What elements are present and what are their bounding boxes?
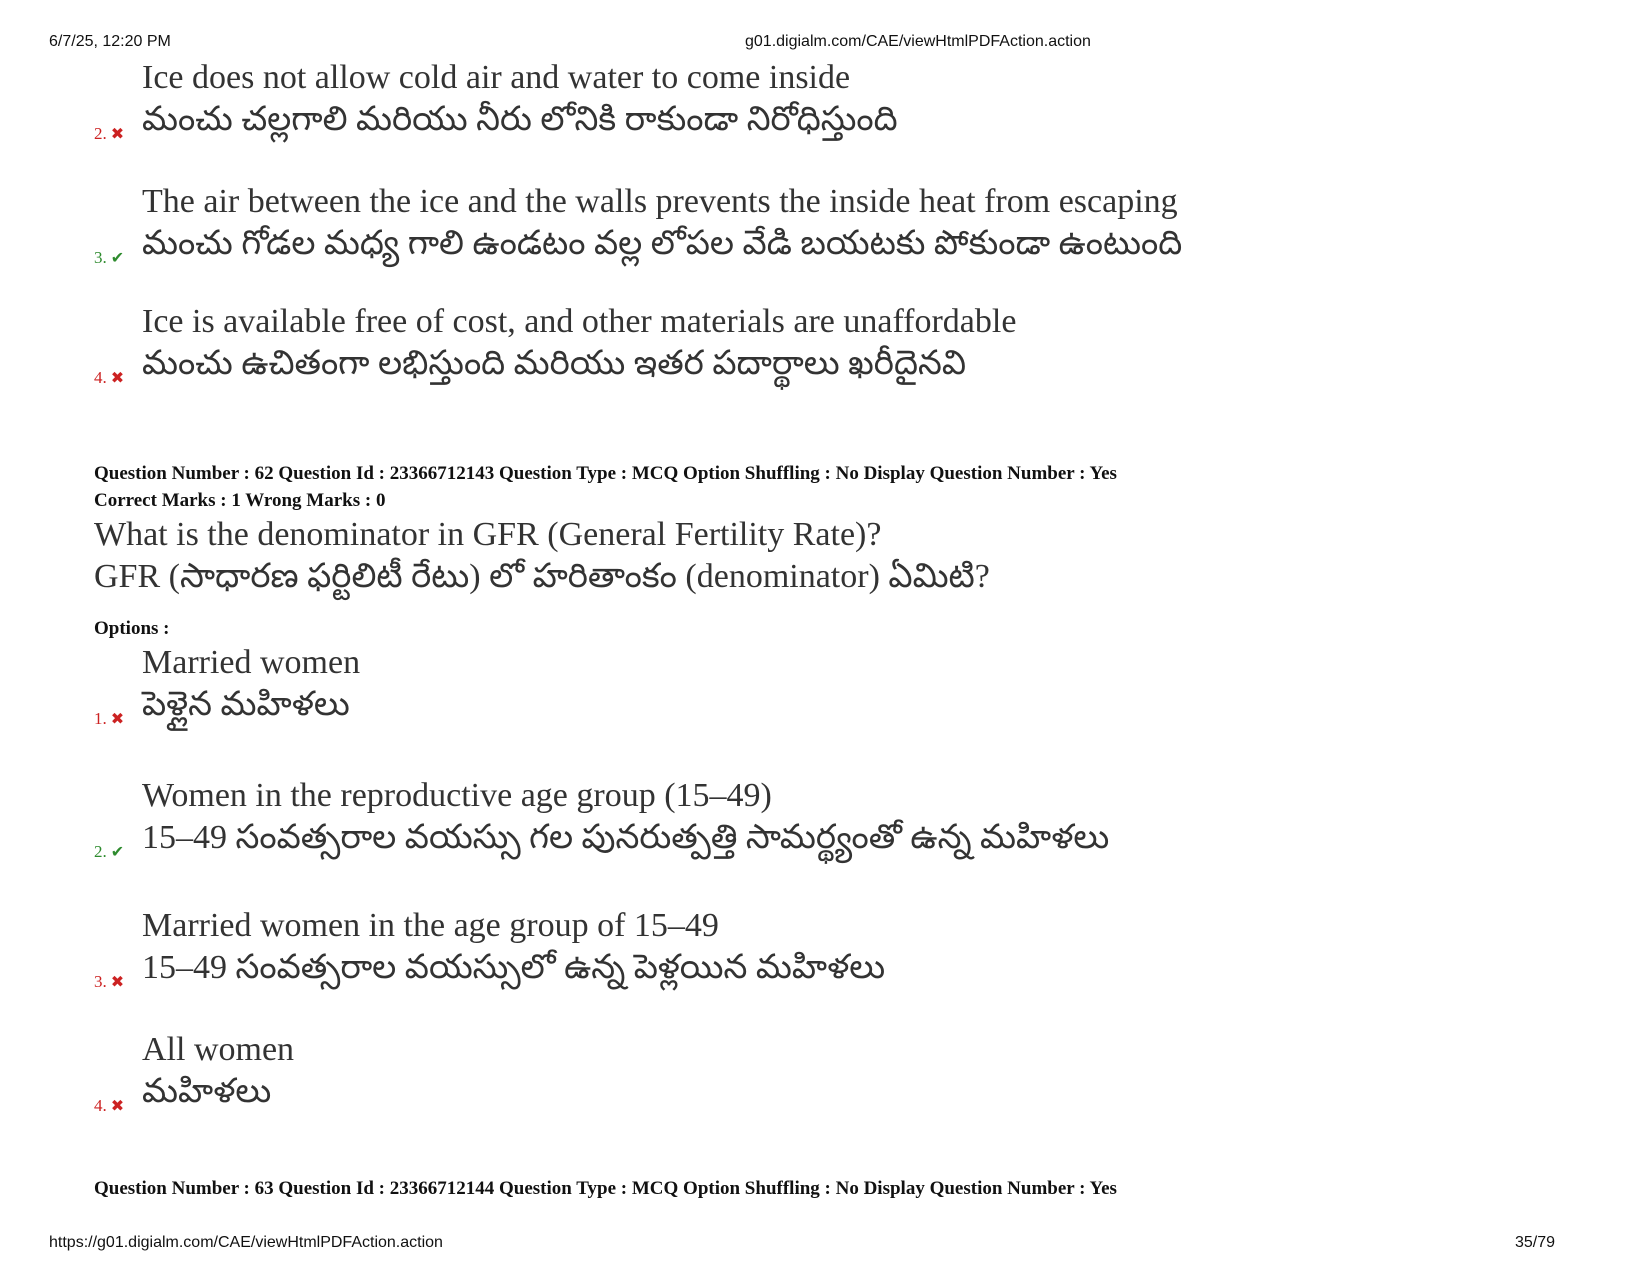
- question-meta: Question Number : 62 Question Id : 23366712143 Question Type : MCQ Option Shuffling : No Display Question Number : Yes: [94, 463, 1117, 484]
- option-block: [94, 58, 1294, 168]
- print-datetime: 6/7/25, 12:20 PM: [49, 33, 171, 50]
- option-number: 4.: [94, 1096, 107, 1115]
- option-number: 2.: [94, 842, 107, 861]
- option-number: 4.: [94, 368, 107, 387]
- option-text-te: మంచు గోడల మధ్య గాలి ఉండటం వల్ల లోపల వేడి బయటకు పోకుండా ఉంటుంది: [142, 225, 1183, 262]
- question-meta: Question Number : 63 Question Id : 23366712144 Question Type : MCQ Option Shuffling : No Display Question Number : Yes: [94, 1178, 1117, 1199]
- cross-icon: ✖: [110, 974, 125, 991]
- print-header-url: g01.digialm.com/CAE/viewHtmlPDFAction.action: [745, 33, 1091, 50]
- question-text-en: What is the denominator in GFR (General Fertility Rate)?: [94, 516, 882, 553]
- option-number: 2.: [94, 124, 107, 143]
- option-text-te: మహిళలు: [142, 1073, 272, 1110]
- cross-icon: ✖: [110, 711, 125, 728]
- option-marker: [94, 709, 124, 729]
- option-block: [94, 643, 1294, 753]
- cross-icon: ✖: [110, 370, 125, 387]
- option-block: [94, 776, 1294, 886]
- option-text-en: Married women in the age group of 15–49: [142, 907, 719, 944]
- option-marker: [94, 368, 124, 388]
- option-text-en: Ice is available free of cost, and other materials are unaffordable: [142, 303, 1017, 340]
- option-marker: [94, 248, 124, 268]
- option-number: 1.: [94, 709, 107, 728]
- option-text-en: The air between the ice and the walls prevents the inside heat from escaping: [142, 183, 1178, 220]
- option-marker: [94, 842, 124, 862]
- option-text-te: 15–49 సంవత్సరాల వయస్సు గల పునరుత్పత్తి సామర్థ్యంతో ఉన్న మహిళలు: [142, 819, 1110, 856]
- option-number: 3.: [94, 248, 107, 267]
- option-text-te: మంచు ఉచితంగా లభిస్తుంది మరియు ఇతర పదార్థాలు ఖరీదైనవి: [142, 345, 966, 382]
- option-text-en: Women in the reproductive age group (15–49): [142, 777, 772, 814]
- cross-icon: ✖: [110, 126, 125, 143]
- cross-icon: ✖: [110, 1098, 125, 1115]
- print-footer-url: https://g01.digialm.com/CAE/viewHtmlPDFAction.action: [49, 1234, 443, 1251]
- option-marker: [94, 1096, 124, 1116]
- option-block: [94, 906, 1294, 1016]
- page-number: 35/79: [1514, 1234, 1555, 1251]
- question-text-te: GFR (సాధారణ ఫర్టిలిటీ రేటు) లో హరితాంకం (denominator) ఏమిటి?: [94, 558, 990, 595]
- options-label: Options :: [94, 618, 170, 639]
- option-block: [94, 182, 1294, 292]
- option-number: 3.: [94, 972, 107, 991]
- option-text-te: 15–49 సంవత్సరాల వయస్సులో ఉన్న పెళ్లయిన మహిళలు: [142, 949, 886, 986]
- option-text-te: పెళ్లైన మహిళలు: [142, 686, 350, 723]
- option-text-en: Married women: [142, 644, 361, 681]
- option-block: [94, 1030, 1294, 1140]
- option-text-te: మంచు చల్లగాలి మరియు నీరు లోనికి రాకుండా నిరోధిస్తుంది: [142, 101, 898, 138]
- option-block: [94, 302, 1294, 412]
- option-marker: [94, 124, 124, 144]
- check-icon: ✔: [110, 250, 125, 267]
- option-text-en: Ice does not allow cold air and water to come inside: [142, 59, 851, 96]
- check-icon: ✔: [110, 844, 125, 861]
- option-text-en: All women: [142, 1031, 295, 1068]
- question-marks: Correct Marks : 1 Wrong Marks : 0: [94, 490, 386, 511]
- option-marker: [94, 972, 124, 992]
